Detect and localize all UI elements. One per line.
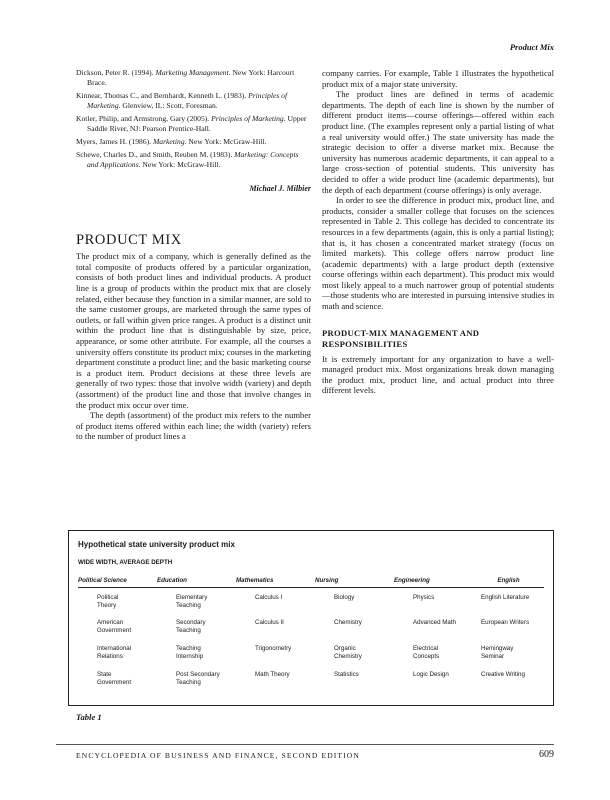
table-cell: Chemistry — [334, 619, 362, 626]
table-cell: Secondary Teaching — [176, 619, 206, 634]
table-cell: Hemingway Seminar — [481, 645, 514, 660]
table-cell: Organic Chemistry — [334, 645, 362, 660]
table-cell: Political Theory — [97, 594, 119, 609]
table-cell: Electrical Concepts — [413, 645, 440, 660]
table-column-header: Nursing — [315, 577, 394, 588]
reference-entry: Kinnear, Thomas C., and Bernhardt, Kenneth L. (1983). Principles of Marketing. Glenview, IL: Scott, Foresman. — [76, 91, 288, 110]
table-title: Hypothetical state university product mix — [78, 540, 235, 549]
table-cell: Advanced Math — [413, 619, 456, 626]
table-cell: Teaching Internship — [176, 645, 204, 660]
reference-entry: Dickson, Peter R. (1994). Marketing Management. New York: Harcourt Brace. — [76, 68, 295, 87]
body-paragraph: In order to see the difference in product mix, product line, and products, consider a smaller college that focuses on the sciences represented in Table 2. This college has decided to concentrate its resources in a few departments (again, this is only a partial listing); that is, it has chosen a concentrated market strategy (focus on limited markets). This college offers narrow product line (academic departments) with a large product depth (extensive course offerings within each department). This product mix would most likely appeal to a much narrower group of potential students—those students who are interested in pursuing intensive studies in math and science. — [322, 195, 554, 312]
table-cell: State Government — [97, 671, 132, 686]
table-cell: Logic Design — [413, 671, 449, 678]
right-column — [322, 68, 554, 396]
reference-entry: Schewe, Charles D., and Smith, Reuben M. (1983). Marketing: Concepts and Applications. New York: McGraw-Hill. — [76, 150, 299, 169]
table-cell: American Government — [97, 619, 132, 634]
reference-entry: Kotler, Philip, and Armstrong, Gary (2005). Principles of Marketing. Upper Saddle River, NJ: Pearson Prentice-Hall. — [76, 114, 307, 133]
reference-entry: Myers, James H. (1986). Marketing. New York: McGraw-Hill. — [76, 137, 267, 146]
left-column — [76, 68, 311, 442]
table-cell: Statistics — [334, 671, 359, 678]
author-signature: Michael J. Milbier — [249, 184, 311, 193]
product-mix-table — [68, 530, 554, 706]
section-title: PRODUCT MIX — [76, 231, 182, 248]
table-cell: International Relations — [97, 645, 132, 660]
table-label: Table 1 — [76, 712, 102, 722]
table-cell: English Literature — [481, 594, 530, 601]
body-paragraph: The product mix of a company, which is generally defined as the total composite of products offered by a particular organization, consists of both product lines and individual products. A product line is a group of products within the product mix that are closely related, either because they function in a similar manner, are sold to the same customer groups, are marketed through the same types of outlets, or fall within given price ranges. A product is a distinct unit within the product line that is distinguishable by size, price, appearance, or some other attribute. For example, all the courses a university offers constitute its product mix; courses in the marketing department constitute a product line; and the basic marketing course is a product item. Product decisions at these three levels are generally of two types: those that involve width (variety) and depth (assortment) of the product line and those that involve changes in the product mix occur over time. — [76, 251, 311, 410]
body-paragraph: It is extremely important for any organization to have a well-managed product mix. Most organizations break down managing the product mix, product line, and actual product into three different levels. — [322, 353, 554, 396]
footer-divider — [56, 744, 554, 745]
table-column-header: English — [473, 577, 544, 588]
body-paragraph: company carries. For example, Table 1 illustrates the hypothetical product mix of a major state university. — [322, 68, 554, 89]
table-column-header: Mathematics — [236, 577, 315, 588]
table-grid — [78, 577, 544, 697]
table-cell: Post Secondary Teaching — [176, 671, 220, 686]
table-cell: Creative Writing — [481, 671, 525, 678]
table-cell: Calculus II — [255, 619, 284, 626]
table-cell: Trigonometry — [255, 645, 292, 652]
page-number: 609 — [539, 749, 554, 760]
table-column-header: Engineering — [394, 577, 473, 588]
running-head: Product Mix — [509, 42, 554, 52]
table-cell: Physics — [413, 594, 435, 601]
table-cell: European Writers — [481, 619, 530, 626]
body-paragraph: The product lines are defined in terms of academic departments. The depth of each line is shown by the number of different product items—course offerings—offered within each product line. (The examples represent only a partial listing of what a real university would offer.) The state university has made the strategic decision to offer a diverse market mix. Because the university has numerous academic departments, it can appeal to a large cross-section of potential students. This university has decided to offer a wide product line (academic departments), but the depth of each department (course offerings) is only average. — [322, 89, 554, 195]
footer-title: ENCYCLOPEDIA OF BUSINESS AND FINANCE, SECOND EDITION — [76, 751, 360, 760]
table-cell: Elementary Teaching — [176, 594, 208, 609]
reference-list — [76, 68, 311, 170]
table-column-header: Education — [157, 577, 236, 588]
table-cell: Math Theory — [255, 671, 290, 678]
table-column-header: Political Science — [78, 577, 157, 588]
table-subtitle: WIDE WIDTH, AVERAGE DEPTH — [78, 559, 173, 566]
subsection-heading: PRODUCT-MIX MANAGEMENT AND RESPONSIBILITIES — [322, 327, 480, 349]
table-cell: Biology — [334, 594, 355, 601]
body-paragraph: The depth (assortment) of the product mix refers to the number of product items offered within each line; the width (variety) refers to the number of product lines a — [76, 410, 311, 442]
table-cell: Calculus I — [255, 594, 283, 601]
